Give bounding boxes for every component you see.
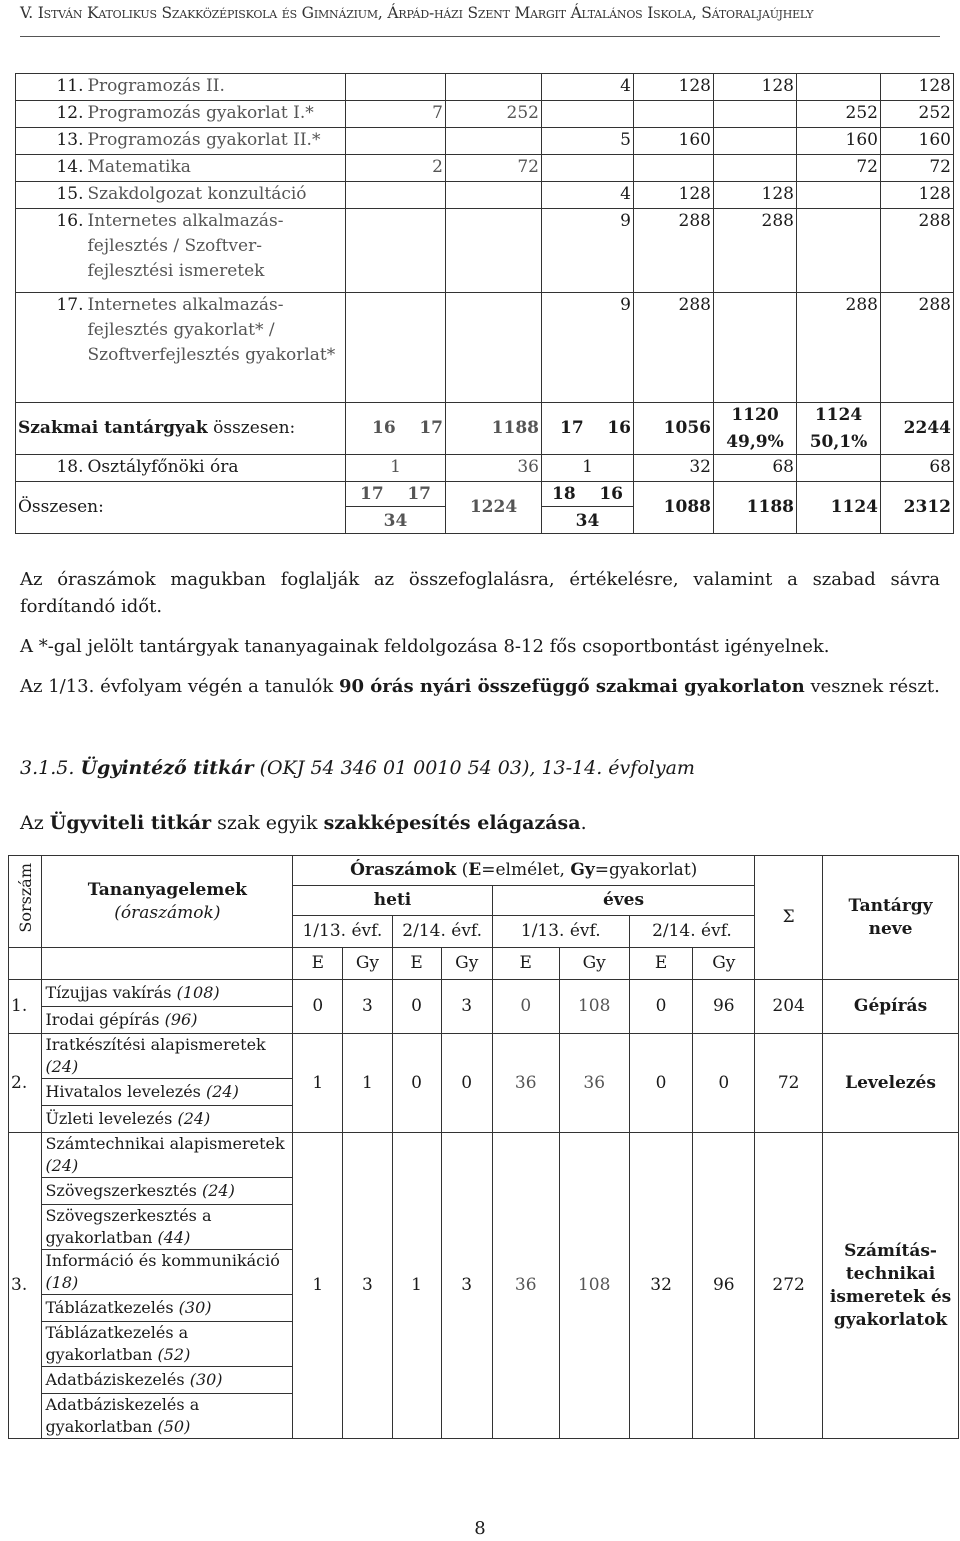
hours-value: 0 (392, 980, 441, 1034)
item-text: Táblázatkezelés a gyakorlatban (52) (42, 1322, 292, 1367)
value-cell: 160 (881, 128, 954, 155)
summary-value: 1188 (446, 403, 542, 455)
tantargy-neve-header: Tantárgy neve (823, 856, 959, 980)
group-number: 1. (9, 980, 42, 1034)
row-number: 11. (16, 74, 86, 101)
items-cell (42, 1034, 293, 1133)
hours-value: 0 (629, 1034, 693, 1133)
head-b: ( (456, 860, 469, 880)
tananyag-label: Tananyagelemek (87, 879, 247, 900)
subject-title: Levelezés (823, 1034, 959, 1133)
intro-d: szakképesítés elágazása (323, 812, 581, 834)
items-cell (42, 1133, 293, 1439)
items-list (42, 1034, 292, 1132)
empty-cell (9, 948, 42, 980)
value-cell: 2 (346, 155, 446, 182)
e-header: E (629, 948, 693, 980)
head-f: =gyakorlat) (594, 860, 698, 880)
hours-value: 36 (492, 1034, 559, 1133)
value-cell: 128 (714, 182, 797, 209)
value-cell (797, 455, 881, 482)
value-cell (446, 209, 542, 293)
list-item (42, 1367, 292, 1394)
value-cell: 288 (634, 293, 714, 403)
e-header: E (492, 948, 559, 980)
item-text: Számtechnikai alapismeretek (24) (45, 1134, 285, 1175)
evf3-header: 1/13. évf. (492, 916, 629, 948)
note-paragraph-2: A *-gal jelölt tantárgyak tananyagainak feldolgozása 8-12 fős csoportbontást igényelnek. (20, 636, 830, 657)
list-item (42, 1295, 292, 1322)
value-cell: 160 (634, 128, 714, 155)
summary-value: 1056 (634, 403, 714, 455)
item-text: Hivatalos levelezés (24) (42, 1079, 292, 1106)
row-number: 13. (16, 128, 86, 155)
list-item (42, 1133, 292, 1178)
table-row (16, 128, 954, 155)
list-item (42, 1178, 292, 1205)
hours-value: 1 (392, 1133, 441, 1439)
evf4-header: 2/14. évf. (629, 916, 754, 948)
summary-split-e (714, 403, 797, 455)
note-paragraph-1: Az óraszámok magukban foglalják az összefoglalásra, értékelésre, valamint a szabad sávra fordítandó időt. (20, 569, 940, 617)
head-a: Óraszámok (350, 860, 457, 880)
item-text: Irodai gépírás (96) (42, 1007, 292, 1034)
empty-cell (42, 948, 293, 980)
summary-split-f (797, 403, 881, 455)
hours-value: 0 (492, 980, 559, 1034)
hours-value: 1 (343, 1034, 392, 1133)
total-heti-2-bottom: 34 (575, 511, 600, 531)
hours-value: 96 (693, 1133, 755, 1439)
value-cell: 72 (446, 155, 542, 182)
subject-name: Matematika (86, 155, 346, 182)
total-heti-1-top: 17 17 (346, 482, 445, 507)
section-intro (20, 810, 940, 837)
value-cell: 252 (797, 101, 881, 128)
value-cell (634, 101, 714, 128)
curriculum-table (15, 73, 954, 534)
group-number: 2. (9, 1034, 42, 1133)
value-cell (542, 101, 634, 128)
value-cell: 288 (881, 209, 954, 293)
value-cell (346, 128, 446, 155)
summary-split-e-top: 1120 (731, 405, 779, 425)
hours-value: 108 (559, 980, 629, 1034)
oraszamok-header (293, 856, 755, 886)
hours-value: 108 (559, 1133, 629, 1439)
value-cell: 5 (542, 128, 634, 155)
list-item (42, 1007, 292, 1034)
item-text: Tízujjas vakírás (108) (45, 983, 220, 1002)
hours-value: 1 (293, 1133, 343, 1439)
subject-name: Internetes alkalmazás-fejlesztés gyakorlat* / Szoftverfejlesztés gyakorlat* (86, 293, 346, 403)
total-row (16, 482, 954, 534)
e-header: E (293, 948, 343, 980)
value-cell: 128 (714, 74, 797, 101)
value-cell (634, 155, 714, 182)
value-cell: 128 (881, 74, 954, 101)
items-list (42, 1133, 292, 1438)
list-item (42, 1205, 292, 1250)
total-value: 2312 (881, 482, 954, 534)
value-cell (714, 155, 797, 182)
value-cell (714, 101, 797, 128)
group-number: 3. (9, 1133, 42, 1439)
intro-c: szak egyik (211, 812, 324, 834)
value-cell (542, 155, 634, 182)
row-number: 17. (16, 293, 86, 403)
subject-title: Számítás-technikai ismeretek és gyakorlatok (823, 1133, 959, 1439)
hours-value: 0 (293, 980, 343, 1034)
hours-value: 3 (343, 1133, 392, 1439)
value-cell: 252 (446, 101, 542, 128)
table-row (16, 155, 954, 182)
value-cell: 4 (542, 182, 634, 209)
value-cell (346, 293, 446, 403)
hours-value: 32 (629, 1133, 693, 1439)
intro-e: . (580, 812, 587, 834)
list-item (42, 1394, 292, 1439)
items-cell (42, 980, 293, 1034)
tananyag-header (42, 856, 293, 948)
sigma-value: 272 (755, 1133, 823, 1439)
total-value: 1088 (634, 482, 714, 534)
note3-text: Az 1/13. évfolyam végén a tanulók (20, 676, 339, 697)
section-subtitle: (OKJ 54 346 01 0010 54 03), 13-14. évfolyam (253, 757, 695, 779)
item-text: Adatbáziskezelés a gyakorlatban (50) (42, 1394, 292, 1439)
summary-label-bold: Szakmai tantárgyak (18, 418, 208, 438)
value-cell: 7 (346, 101, 446, 128)
value-cell (346, 182, 446, 209)
summary-split-f-bottom: 50,1% (809, 432, 868, 452)
gy-header: Gy (441, 948, 492, 980)
hours-value: 3 (441, 1133, 492, 1439)
head-c: E (468, 860, 482, 880)
total-heti-1-bottom: 34 (383, 511, 408, 531)
sigma-value: 72 (755, 1034, 823, 1133)
value-cell: 68 (714, 455, 797, 482)
item-text: Szövegszerkesztés a gyakorlatban (44) (42, 1205, 292, 1250)
eves-header: éves (492, 886, 754, 916)
item-text: Szövegszerkesztés (24) (42, 1178, 292, 1205)
summary-label (16, 403, 346, 455)
summary-split-e-bottom: 49,9% (726, 432, 784, 452)
value-cell (446, 182, 542, 209)
list-item (42, 1079, 292, 1106)
summary-label-rest: összesen: (207, 418, 296, 438)
total-heti-2-top: 18 16 (542, 482, 633, 507)
value-cell (346, 209, 446, 293)
hours-value: 1 (293, 1034, 343, 1133)
e-header: E (392, 948, 441, 980)
value-cell: 288 (797, 293, 881, 403)
value-cell: 1 (346, 455, 446, 482)
value-cell: 160 (797, 128, 881, 155)
summary-value: 17 16 (542, 403, 634, 455)
note3-bold: 90 órás nyári összefüggő szakmai gyakorlaton (338, 676, 805, 697)
heti-header: heti (293, 886, 493, 916)
items-list (42, 980, 292, 1033)
syllabus-table (8, 855, 959, 1439)
hours-value: 96 (693, 980, 755, 1034)
note3-tail: vesznek részt. (804, 676, 940, 697)
subject-name: Internetes alkalmazás-fejlesztés / Szoftver-fejlesztési ismeretek (86, 209, 346, 293)
evf2-header: 2/14. évf. (392, 916, 492, 948)
note-paragraph-3 (20, 673, 940, 700)
oraszamok-label: (óraszámok) (114, 902, 221, 923)
subject-name: Programozás gyakorlat I.* (86, 101, 346, 128)
sorszam-header (9, 856, 42, 948)
section-heading (20, 755, 940, 782)
value-cell (446, 128, 542, 155)
section-title: Ügyintéző titkár (80, 757, 254, 779)
gy-header: Gy (693, 948, 755, 980)
row-number: 14. (16, 155, 86, 182)
list-item (42, 1250, 292, 1295)
value-cell (446, 74, 542, 101)
hours-value: 0 (629, 980, 693, 1034)
row-number: 16. (16, 209, 86, 293)
row-number: 12. (16, 101, 86, 128)
row-number: 15. (16, 182, 86, 209)
table-row (16, 209, 954, 293)
value-cell (346, 74, 446, 101)
value-cell: 9 (542, 293, 634, 403)
total-value: 1124 (797, 482, 881, 534)
total-heti-2 (542, 482, 634, 534)
value-cell: 252 (881, 101, 954, 128)
intro-a: Az (20, 812, 50, 834)
value-cell: 288 (881, 293, 954, 403)
value-cell: 4 (542, 74, 634, 101)
gy-header: Gy (559, 948, 629, 980)
summary-split-f-top: 1124 (814, 405, 863, 425)
sorszam-label: Sorszám (15, 863, 35, 933)
table-row (16, 293, 954, 403)
list-item (42, 980, 292, 1007)
value-cell: 72 (881, 155, 954, 182)
value-cell: 128 (634, 182, 714, 209)
syllabus-row (9, 1034, 959, 1133)
value-cell (797, 74, 881, 101)
value-cell: 68 (881, 455, 954, 482)
value-cell (714, 293, 797, 403)
value-cell: 72 (797, 155, 881, 182)
list-item (42, 1034, 292, 1079)
subject-name: Szakdolgozat konzultáció (86, 182, 346, 209)
value-cell (797, 182, 881, 209)
sigma-value: 204 (755, 980, 823, 1034)
item-text: Iratkészítési alapismeretek (24) (45, 1035, 266, 1076)
list-item (42, 1322, 292, 1367)
head-e: Gy (570, 860, 595, 880)
intro-b: Ügyviteli titkár (49, 812, 212, 834)
total-heti-1 (346, 482, 446, 534)
value-cell: 1 (542, 455, 634, 482)
value-cell (446, 293, 542, 403)
evf1-header: 1/13. évf. (293, 916, 392, 948)
section-number: 3.1.5. (20, 757, 81, 779)
summary-value: 16 17 (346, 403, 446, 455)
summary-row (16, 403, 954, 455)
page-number: 8 (474, 1518, 486, 1539)
header-rule (20, 36, 940, 37)
hours-value: 36 (492, 1133, 559, 1439)
table-row (16, 182, 954, 209)
hours-value: 3 (343, 980, 392, 1034)
value-cell: 288 (634, 209, 714, 293)
hours-value: 0 (392, 1034, 441, 1133)
subject-name: Programozás II. (86, 74, 346, 101)
value-cell: 32 (634, 455, 714, 482)
item-text: Üzleti levelezés (24) (42, 1106, 292, 1133)
summary-total: 2244 (881, 403, 954, 455)
item-text: Adatbáziskezelés (30) (42, 1367, 292, 1394)
value-cell: 128 (881, 182, 954, 209)
hours-value: 0 (441, 1034, 492, 1133)
value-cell: 288 (714, 209, 797, 293)
running-header: V. István Katolikus Szakközépiskola és Gimnázium, Árpád-házi Szent Margit Általános Iskola, Sátoraljaújhely (20, 4, 814, 22)
value-cell: 9 (542, 209, 634, 293)
subject-name: Programozás gyakorlat II.* (86, 128, 346, 155)
total-label: Összesen: (16, 482, 346, 534)
syllabus-row (9, 1133, 959, 1439)
table-row (16, 74, 954, 101)
subject-title: Gépírás (823, 980, 959, 1034)
value-cell (797, 209, 881, 293)
row-number: 18. (16, 455, 86, 482)
table-row (16, 101, 954, 128)
hours-value: 0 (693, 1034, 755, 1133)
total-value: 1188 (714, 482, 797, 534)
list-item (42, 1106, 292, 1133)
hours-value: 3 (441, 980, 492, 1034)
subject-name: Osztályfőnöki óra (86, 455, 346, 482)
syllabus-row (9, 980, 959, 1034)
value-cell (714, 128, 797, 155)
item-text: Információ és kommunikáció (18) (42, 1250, 292, 1295)
item-text: Táblázatkezelés (30) (42, 1295, 292, 1322)
head-d: =elmélet, (481, 860, 571, 880)
hours-value: 36 (559, 1034, 629, 1133)
sigma-header: Σ (755, 856, 823, 980)
gy-header: Gy (343, 948, 392, 980)
total-value: 1224 (446, 482, 542, 534)
table-row (16, 455, 954, 482)
value-cell: 128 (634, 74, 714, 101)
value-cell: 36 (446, 455, 542, 482)
